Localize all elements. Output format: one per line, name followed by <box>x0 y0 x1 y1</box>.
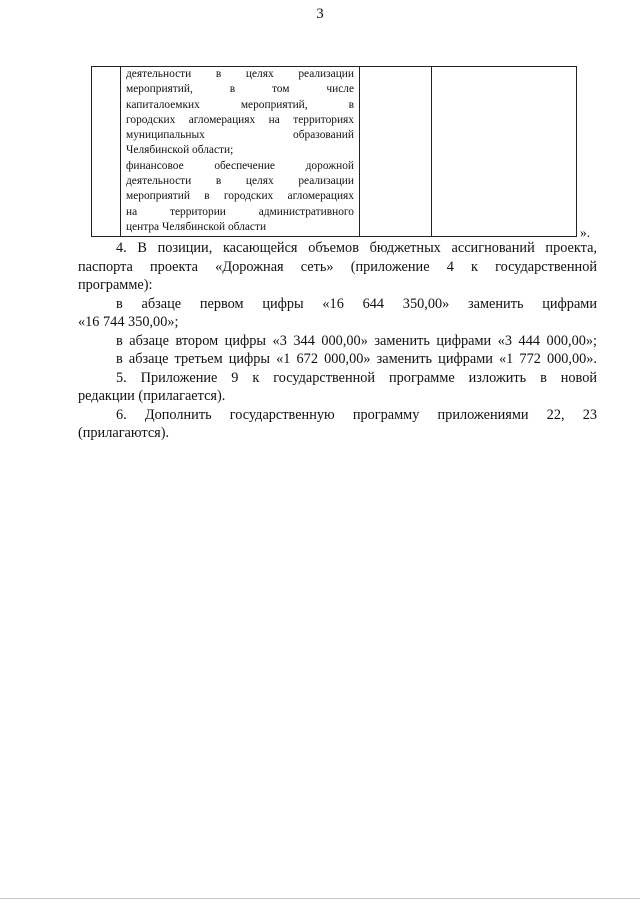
table-text-line: мероприятий в городских агломерациях <box>126 190 354 203</box>
paragraph-line: программе): <box>78 277 153 293</box>
table-text-line: деятельности в целях реализации <box>126 68 354 80</box>
table-text-line: на территории административного <box>126 205 354 218</box>
table-text-line: деятельности в целях реализации <box>126 175 354 188</box>
paragraph-line: в абзаце первом цифры «16 644 350,00» заменить цифрами <box>116 295 597 312</box>
table-text-line: городских агломерациях на территориях <box>126 113 354 126</box>
paragraph-line: паспорта проекта «Дорожная сеть» (приложение 4 к государственной <box>78 258 597 275</box>
paragraph-line: «16 744 350,00»; <box>78 314 179 330</box>
table-text-line: капиталоемких мероприятий, в <box>126 98 354 111</box>
closing-quote: ». <box>580 225 591 240</box>
table-text-line: муниципальных образований <box>126 129 354 142</box>
paragraph-line: 5. Приложение 9 к государственной программе изложить в новой <box>116 369 597 386</box>
paragraph-line: в абзаце втором цифры «3 344 000,00» заменить цифрами «3 444 000,00»; <box>116 332 597 349</box>
table-text-line: финансовое обеспечение дорожной <box>126 159 354 172</box>
paragraph-line: 4. В позиции, касающейся объемов бюджетных ассигнований проекта, <box>116 240 597 256</box>
scan-edge-line <box>0 898 640 899</box>
table-fragment <box>91 66 577 237</box>
table-text-line: центра Челябинской области <box>126 220 267 233</box>
table-column-divider <box>359 67 360 236</box>
paragraph-line: редакции (прилагается). <box>78 388 226 404</box>
table-text-line: Челябинской области; <box>126 144 234 157</box>
paragraph-line: в абзаце третьем цифры «1 672 000,00» заменить цифрами «1 772 000,00». <box>116 351 597 367</box>
table-cell-text <box>126 67 354 235</box>
page-number: 3 <box>316 6 324 22</box>
table-column-divider <box>120 67 121 236</box>
paragraph-line: 6. Дополнить государственную программу приложениями 22, 23 <box>116 406 597 423</box>
table-text-line: мероприятий, в том числе <box>126 83 354 96</box>
paragraph-line: (прилагаются). <box>78 425 170 441</box>
table-column-divider <box>431 67 432 236</box>
document-body <box>78 239 597 443</box>
